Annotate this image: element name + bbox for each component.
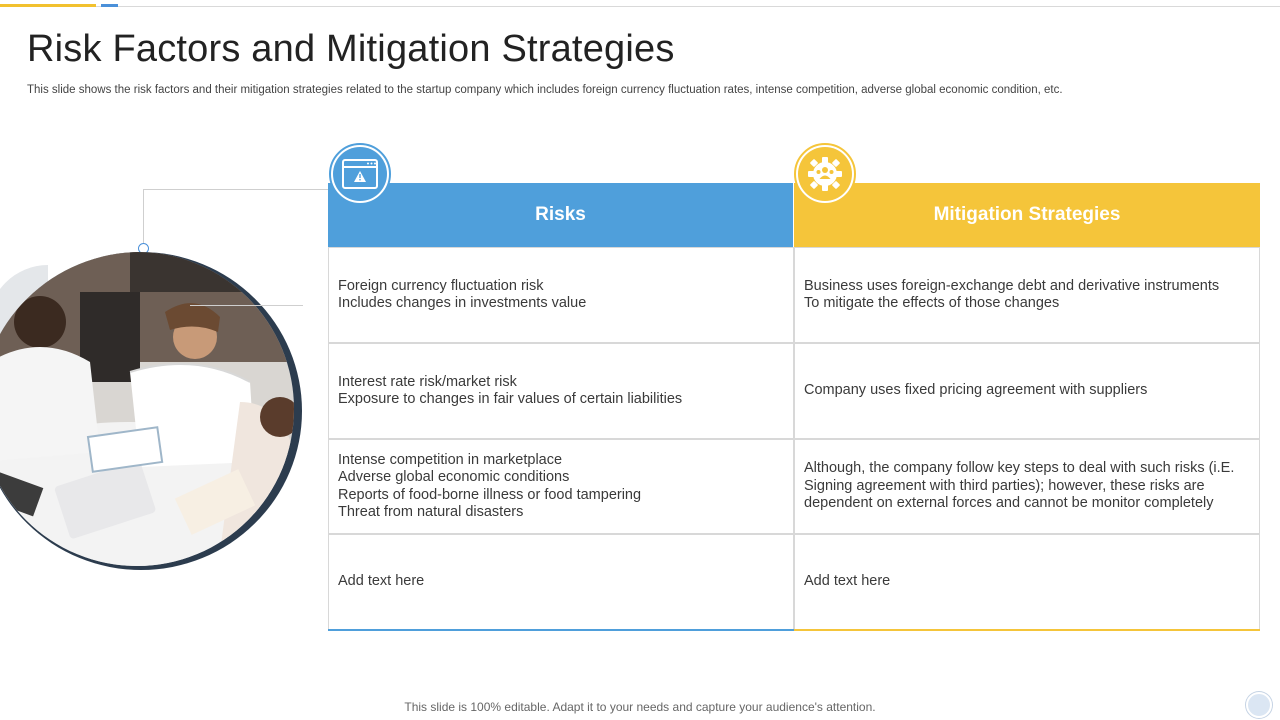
risk-cell-2[interactable] [328, 343, 794, 439]
risk-text-2: Interest rate risk/market risk Exposure to changes in fair values of certain liabilities [338, 373, 683, 407]
mitigation-cell-4[interactable] [794, 534, 1260, 630]
slide-title[interactable]: Risk Factors and Mitigation Strategies [27, 28, 675, 70]
mitigation-cell-3[interactable] [794, 439, 1260, 534]
risk-text-4: Add text here [338, 573, 425, 590]
risk-cell-4[interactable] [328, 534, 794, 630]
risk-text-1: Foreign currency fluctuation risk Includes changes in investments value [338, 277, 587, 311]
risk-badge [329, 143, 391, 205]
mitigation-text-1: Business uses foreign-exchange debt and derivative instruments To mitigate the effects of those changes [804, 277, 1220, 311]
header-risks: Risks [328, 183, 793, 247]
slide-footer: This slide is 100% editable. Adapt it to your needs and capture your audience's attention. [404, 700, 876, 714]
accent-bar-yellow [0, 4, 96, 7]
mitigation-badge [794, 143, 856, 205]
connector-line [143, 189, 328, 190]
accent-bar-blue [101, 4, 118, 7]
mitigation-text-2: Company uses fixed pricing agreement with suppliers [804, 382, 1148, 399]
mitigation-cell-2[interactable] [794, 343, 1260, 439]
top-divider [0, 6, 1280, 7]
connector-line-vertical [143, 190, 144, 245]
photo-content [0, 252, 294, 566]
connector-line-photo [190, 305, 303, 306]
mitigation-cell-1[interactable] [794, 247, 1260, 343]
header-mitigation: Mitigation Strategies [794, 183, 1260, 247]
risk-badge-inner [333, 147, 387, 201]
risks-bottom-border [328, 629, 794, 631]
mitigation-text-3: Although, the company follow key steps to deal with such risks (i.E. Signing agreement with third parties); however, these risks are dependent on external forces and cannot be monitor completely [804, 460, 1235, 512]
gear-people-icon [806, 155, 844, 193]
slide-subtitle[interactable]: This slide shows the risk factors and their mitigation strategies related to the startup company which includes foreign currency fluctuation rates, intense competition, adverse global economic condition, etc. [27, 84, 1063, 96]
slide-nav-button[interactable] [1246, 692, 1272, 718]
risk-cell-3[interactable] [328, 439, 794, 534]
browser-warning-icon [342, 159, 378, 189]
risk-cell-1[interactable] [328, 247, 794, 343]
mitigation-badge-inner [798, 147, 852, 201]
team-meeting-photo[interactable] [0, 252, 302, 570]
mitigation-text-4: Add text here [804, 573, 891, 590]
mitigation-bottom-border [794, 629, 1260, 631]
risk-text-3: Intense competition in marketplace Adverse global economic conditions Reports of food-borne illness or food tampering Threat from natural disasters [338, 451, 642, 520]
photo-illustration [0, 252, 294, 566]
